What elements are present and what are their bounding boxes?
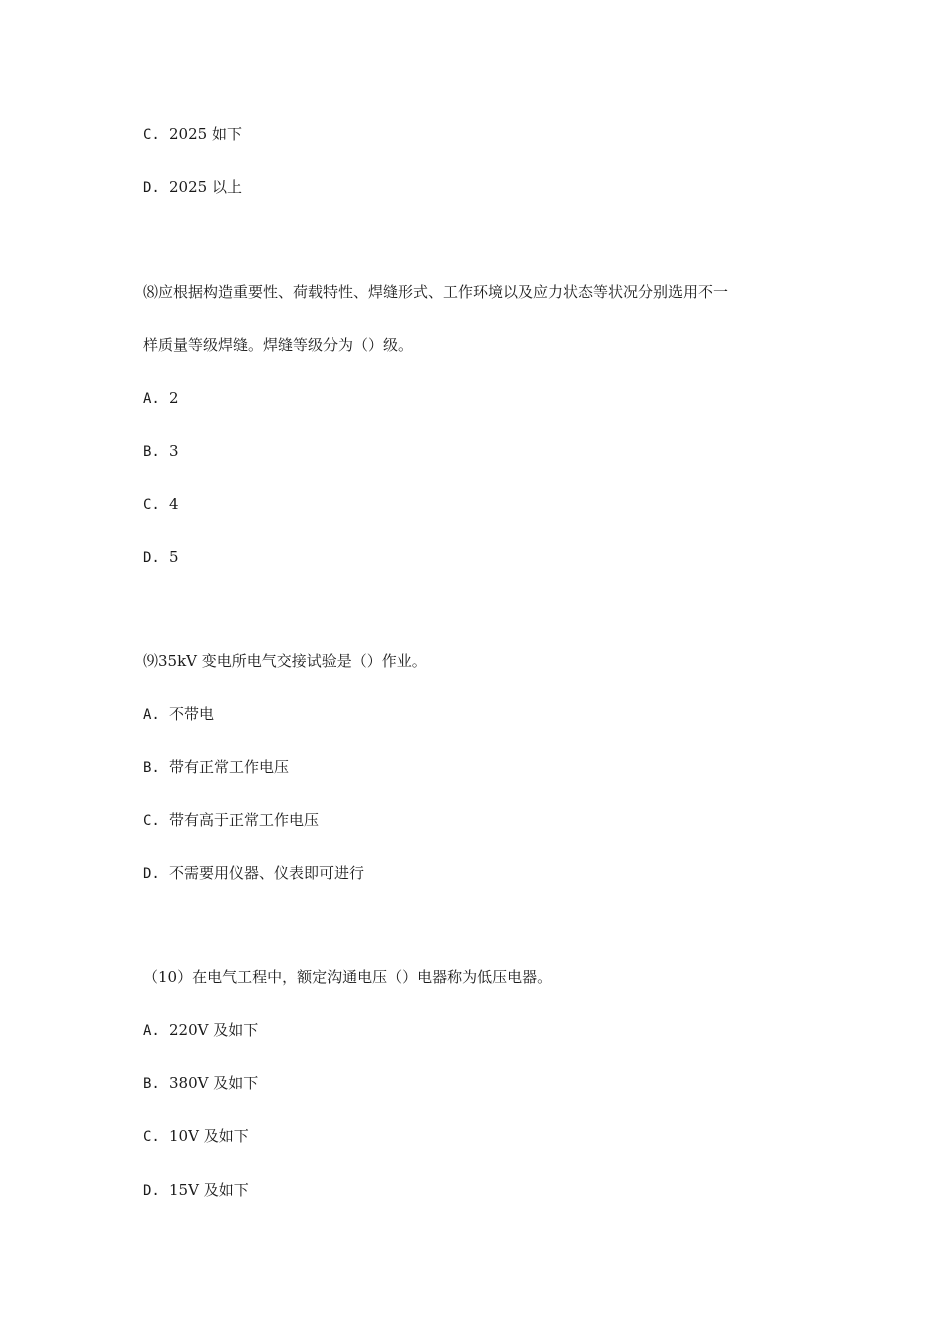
option-text: 3 xyxy=(169,442,179,460)
option-letter: A. xyxy=(143,1023,160,1039)
option-q10-a xyxy=(143,1020,258,1041)
option-text: 2025 如下 xyxy=(169,125,242,143)
option-text: 380V 及如下 xyxy=(169,1074,259,1092)
question-10-line-1: （10）在电气工程中，额定沟通电压（）电器称为低压电器。 xyxy=(143,968,553,986)
option-letter: B. xyxy=(143,444,160,460)
option-q10-c xyxy=(143,1126,249,1147)
option-text: 带有高于正常工作电压 xyxy=(169,811,320,829)
option-letter: A. xyxy=(143,707,160,723)
option-letter: C. xyxy=(143,813,160,829)
option-text: 10V 及如下 xyxy=(169,1127,249,1145)
question-8-line-1: ⑻应根据构造重要性、荷载特性、焊缝形式、工作环境以及应力状态等状况分别选用不一 xyxy=(143,283,729,301)
option-q8-d xyxy=(143,547,179,568)
option-letter: B. xyxy=(143,760,160,776)
option-q9-b xyxy=(143,757,289,778)
option-text: 不需要用仪器、仪表即可进行 xyxy=(169,864,365,882)
option-letter: C. xyxy=(143,1129,160,1145)
option-letter: B. xyxy=(143,1076,160,1092)
option-q9-d xyxy=(143,863,364,884)
option-letter: D. xyxy=(143,1183,160,1199)
option-q8-b xyxy=(143,441,179,462)
option-q9-a xyxy=(143,704,214,725)
option-q7-c xyxy=(143,124,242,145)
option-text: 2025 以上 xyxy=(169,178,242,196)
option-text: 4 xyxy=(169,495,179,513)
option-text: 2 xyxy=(169,389,179,407)
question-9-line-1: ⑼35kV 变电所电气交接试验是（）作业。 xyxy=(143,652,427,670)
option-letter: A. xyxy=(143,391,160,407)
option-q8-a xyxy=(143,388,179,409)
option-text: 220V 及如下 xyxy=(169,1021,259,1039)
option-text: 带有正常工作电压 xyxy=(169,758,290,776)
option-text: 15V 及如下 xyxy=(169,1181,249,1199)
option-q8-c xyxy=(143,494,179,515)
option-q10-b xyxy=(143,1073,258,1094)
option-letter: D. xyxy=(143,550,160,566)
option-text: 5 xyxy=(169,548,179,566)
option-q9-c xyxy=(143,810,319,831)
option-text: 不带电 xyxy=(169,705,215,723)
option-letter: C. xyxy=(143,497,160,513)
option-q10-d xyxy=(143,1180,249,1201)
question-8-line-2: 样质量等级焊缝。焊缝等级分为（）级。 xyxy=(143,336,414,354)
option-letter: C. xyxy=(143,127,160,143)
option-letter: D. xyxy=(143,180,160,196)
option-q7-d xyxy=(143,177,242,198)
option-letter: D. xyxy=(143,866,160,882)
